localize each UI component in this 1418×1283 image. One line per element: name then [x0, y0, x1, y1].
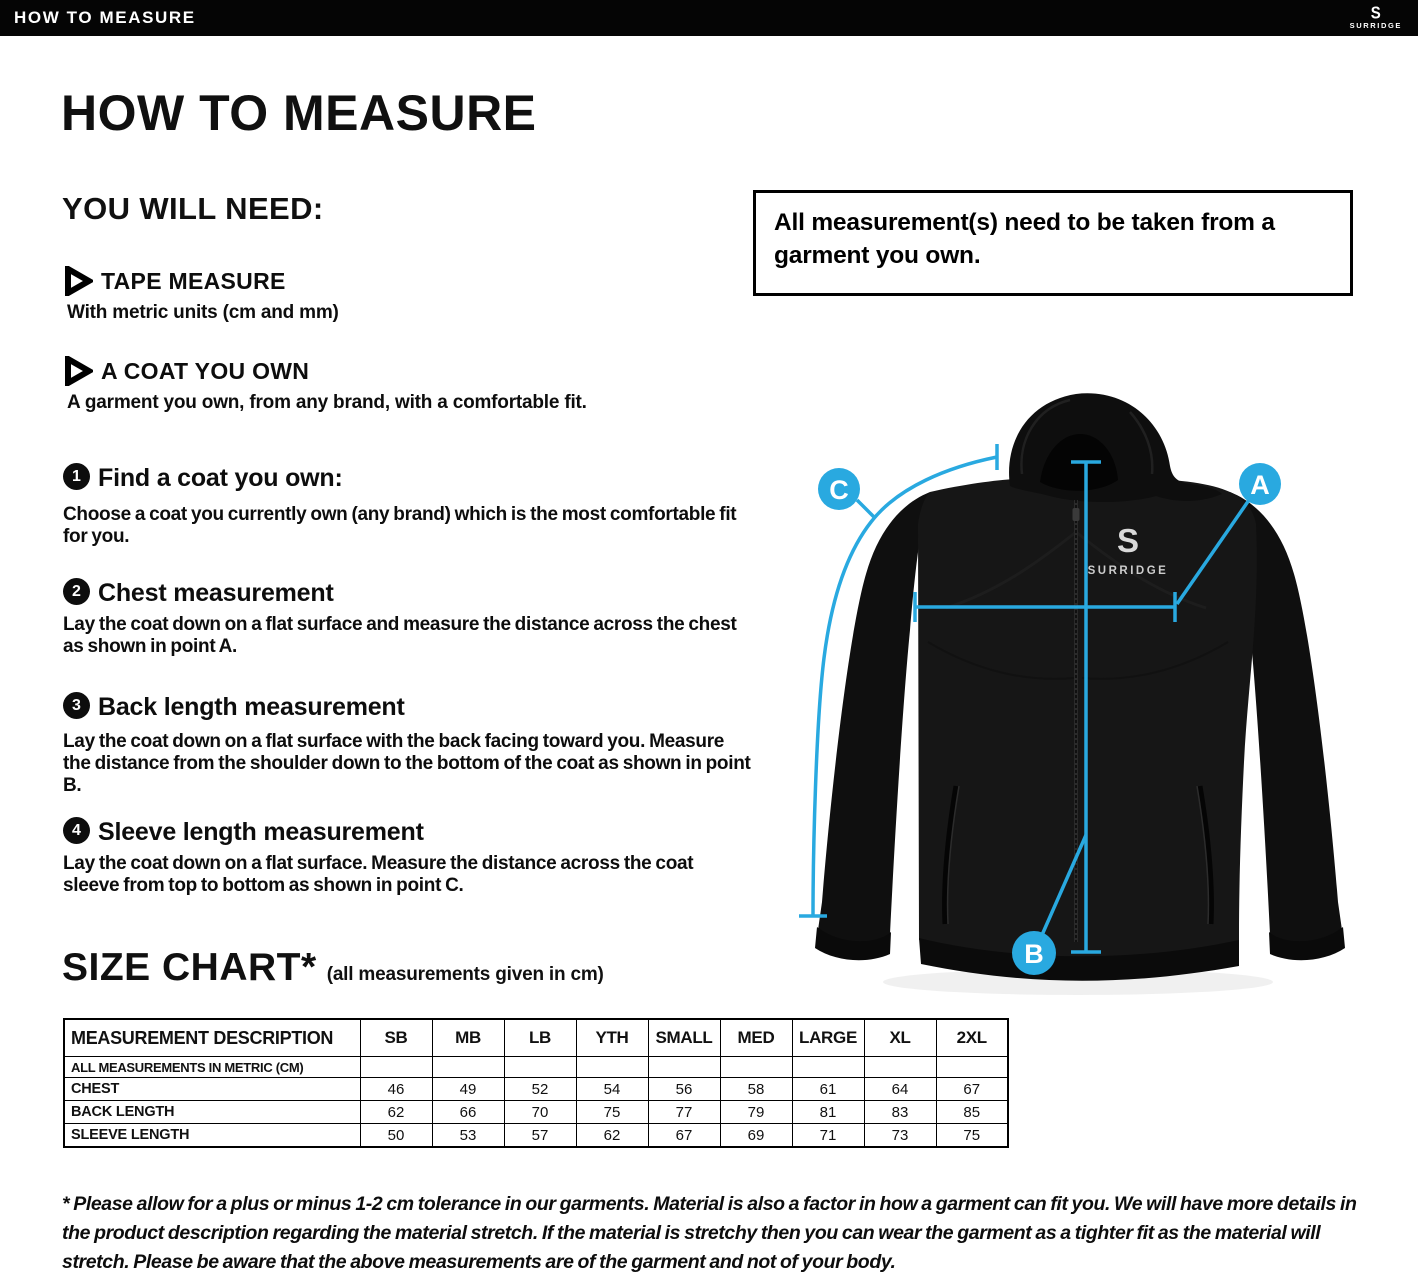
step-1-title: Find a coat you own: [98, 464, 343, 492]
table-cell: 66 [432, 1101, 504, 1124]
header-measurement-description: MEASUREMENT DESCRIPTION [64, 1019, 360, 1057]
table-cell: 70 [504, 1101, 576, 1124]
table-cell: 69 [720, 1124, 792, 1148]
step-4-badge: 4 [63, 817, 90, 844]
table-cell: 61 [792, 1078, 864, 1101]
table-cell: 81 [792, 1101, 864, 1124]
step-2-title: Chest measurement [98, 579, 334, 607]
table-cell: 49 [432, 1078, 504, 1101]
header-size-med: MED [720, 1019, 792, 1057]
step-2-description: Lay the coat down on a flat surface and measure the distance across the chest as shown in point A. [63, 614, 737, 657]
table-unit-row [64, 1057, 1008, 1078]
table-cell-empty [792, 1057, 864, 1078]
table-cell: 75 [576, 1101, 648, 1124]
table-cell: 52 [504, 1078, 576, 1101]
jacket-measurement-diagram [778, 382, 1418, 1022]
need-item-tape-measure: TAPE MEASURE [101, 268, 286, 294]
table-cell: 53 [432, 1124, 504, 1148]
table-cell: 83 [864, 1101, 936, 1124]
table-cell: 85 [936, 1101, 1008, 1124]
triangle-bullet-icon [63, 266, 93, 296]
surridge-wordmark: SURRIDGE [1349, 21, 1402, 31]
table-cell-empty [576, 1057, 648, 1078]
topbar-title: HOW TO MEASURE [14, 8, 196, 27]
step-4-title: Sleeve length measurement [98, 818, 424, 846]
step-1-description: Choose a coat you currently own (any brand) which is the most comfortable fit for you. [63, 504, 737, 547]
need-item-coat-desc: A garment you own, from any brand, with a comfortable fit. [67, 392, 587, 413]
table-cell: 62 [576, 1124, 648, 1148]
table-row-back-length [64, 1101, 1008, 1124]
header-size-sb: SB [360, 1019, 432, 1057]
marker-c-label: C [829, 475, 849, 505]
table-cell: 62 [360, 1101, 432, 1124]
need-item-tape-measure-desc: With metric units (cm and mm) [67, 302, 339, 323]
row-label: BACK LENGTH [64, 1101, 360, 1124]
jacket-logo-s-icon: S [1116, 522, 1140, 559]
need-item-coat: A COAT YOU OWN [101, 358, 310, 384]
header-size-small: SMALL [648, 1019, 720, 1057]
header-size-2xl: 2XL [936, 1019, 1008, 1057]
step-3-badge: 3 [63, 692, 90, 719]
row-label: CHEST [64, 1078, 360, 1101]
jacket-logo-wordmark: SURRIDGE [1087, 565, 1169, 577]
table-cell: 64 [864, 1078, 936, 1101]
table-cell: 67 [936, 1078, 1008, 1101]
step-1-badge: 1 [63, 463, 90, 490]
marker-a-label: A [1250, 470, 1270, 500]
table-cell: 71 [792, 1124, 864, 1148]
page-title: HOW TO MEASURE [61, 85, 537, 141]
table-cell-empty [936, 1057, 1008, 1078]
table-cell: 77 [648, 1101, 720, 1124]
step-3-description: Lay the coat down on a flat surface with the back facing toward you. Measure the distance from the shoulder down to the bottom of the coat as shown in point B. [63, 731, 751, 796]
measurement-note-text: All measurement(s) need to be taken from a garment you own. [774, 209, 1275, 269]
step-2-badge: 2 [63, 578, 90, 605]
header-size-lb: LB [504, 1019, 576, 1057]
table-cell: 50 [360, 1124, 432, 1148]
table-cell: 75 [936, 1124, 1008, 1148]
size-chart-table [63, 1018, 1009, 1148]
size-chart-title: SIZE CHART* [62, 946, 317, 989]
surridge-s-icon: S [1370, 3, 1381, 24]
table-cell: 67 [648, 1124, 720, 1148]
table-cell-empty [504, 1057, 576, 1078]
top-bar [0, 0, 1418, 36]
table-cell-empty [864, 1057, 936, 1078]
tolerance-footnote: * Please allow for a plus or minus 1-2 cm tolerance in our garments. Material is also a factor in how a garment can fit you. We will have more details in the product description regarding the material stretch. If the material is stretchy then you can wear the garment as a tighter fit as the material will stretch. Please be aware that the above measurements are of the garment and not of your body. [62, 1193, 1357, 1273]
table-header-row [64, 1019, 1008, 1057]
size-chart-heading [62, 946, 604, 990]
table-cell: 57 [504, 1124, 576, 1148]
table-cell: 54 [576, 1078, 648, 1101]
header-size-xl: XL [864, 1019, 936, 1057]
table-cell: 46 [360, 1078, 432, 1101]
step-4-description: Lay the coat down on a flat surface. Measure the distance across the coat sleeve from top to bottom as shown in point C. [63, 853, 694, 896]
header-size-yth: YTH [576, 1019, 648, 1057]
table-cell: 73 [864, 1124, 936, 1148]
header-size-mb: MB [432, 1019, 504, 1057]
table-cell-empty [648, 1057, 720, 1078]
unit-row-label: ALL MEASUREMENTS IN METRIC (CM) [64, 1057, 360, 1078]
you-will-need-heading: YOU WILL NEED: [62, 191, 324, 226]
table-cell: 79 [720, 1101, 792, 1124]
size-chart-subtitle: (all measurements given in cm) [326, 964, 604, 985]
table-cell: 58 [720, 1078, 792, 1101]
measurement-note-box [753, 190, 1353, 296]
triangle-bullet-icon [63, 356, 93, 386]
table-cell-empty [360, 1057, 432, 1078]
table-row-sleeve-length [64, 1124, 1008, 1148]
table-cell-empty [432, 1057, 504, 1078]
header-size-large: LARGE [792, 1019, 864, 1057]
step-3-title: Back length measurement [98, 693, 405, 721]
marker-b-label: B [1024, 939, 1044, 969]
surridge-logo [1349, 3, 1402, 31]
row-label: SLEEVE LENGTH [64, 1124, 360, 1148]
table-row-chest [64, 1078, 1008, 1101]
table-cell-empty [720, 1057, 792, 1078]
table-cell: 56 [648, 1078, 720, 1101]
